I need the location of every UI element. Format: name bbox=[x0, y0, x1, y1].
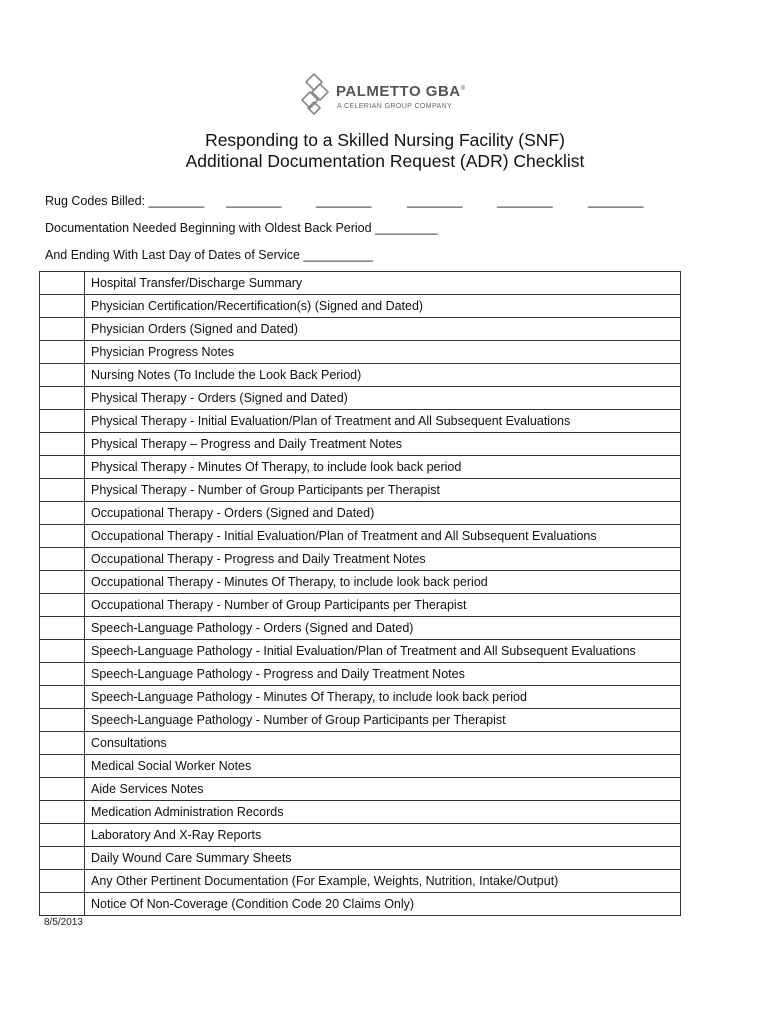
checklist-checkbox[interactable] bbox=[40, 755, 85, 778]
checklist-checkbox[interactable] bbox=[40, 778, 85, 801]
checklist-row bbox=[40, 847, 681, 870]
checklist-item-label: Aide Services Notes bbox=[85, 778, 681, 801]
checklist-row bbox=[40, 364, 681, 387]
document-title-line-1: Responding to a Skilled Nursing Facility (SNF) bbox=[205, 130, 565, 150]
checklist-checkbox[interactable] bbox=[40, 640, 85, 663]
checklist-item-label: Medical Social Worker Notes bbox=[85, 755, 681, 778]
checklist-checkbox[interactable] bbox=[40, 663, 85, 686]
logo-company-name: PALMETTO GBA® bbox=[336, 83, 466, 100]
checklist-item-label: Occupational Therapy - Minutes Of Therapy, to include look back period bbox=[85, 571, 681, 594]
checklist-item-label: Any Other Pertinent Documentation (For Example, Weights, Nutrition, Intake/Output) bbox=[85, 870, 681, 893]
rug-code-blank[interactable]: ________ bbox=[588, 194, 644, 208]
checklist-row bbox=[40, 295, 681, 318]
checklist-row bbox=[40, 548, 681, 571]
checklist-checkbox[interactable] bbox=[40, 525, 85, 548]
checklist-row bbox=[40, 456, 681, 479]
checklist-row bbox=[40, 709, 681, 732]
document-date: 8/5/2013 bbox=[44, 917, 83, 928]
logo-tagline: A CELERIAN GROUP COMPANY bbox=[337, 103, 453, 110]
checklist-item-label: Physical Therapy - Number of Group Participants per Therapist bbox=[85, 479, 681, 502]
checklist-checkbox[interactable] bbox=[40, 295, 85, 318]
checklist-checkbox[interactable] bbox=[40, 341, 85, 364]
checklist-row bbox=[40, 571, 681, 594]
checklist-item-label: Nursing Notes (To Include the Look Back Period) bbox=[85, 364, 681, 387]
checklist-checkbox[interactable] bbox=[40, 272, 85, 295]
checklist-row bbox=[40, 801, 681, 824]
checklist-row bbox=[40, 318, 681, 341]
rug-code-blank[interactable]: ________ bbox=[316, 194, 372, 208]
checklist-checkbox[interactable] bbox=[40, 364, 85, 387]
checklist-checkbox[interactable] bbox=[40, 594, 85, 617]
checklist-row bbox=[40, 893, 681, 916]
checklist-row bbox=[40, 663, 681, 686]
checklist-checkbox[interactable] bbox=[40, 732, 85, 755]
checklist-row bbox=[40, 433, 681, 456]
checklist-checkbox[interactable] bbox=[40, 318, 85, 341]
checklist-checkbox[interactable] bbox=[40, 433, 85, 456]
checklist-row bbox=[40, 479, 681, 502]
documentation-needed-field[interactable]: Documentation Needed Beginning with Oldest Back Period _________ bbox=[45, 221, 438, 235]
checklist-checkbox[interactable] bbox=[40, 387, 85, 410]
checklist-item-label: Consultations bbox=[85, 732, 681, 755]
document-title-line-2: Additional Documentation Request (ADR) Checklist bbox=[185, 151, 585, 171]
checklist-item-label: Occupational Therapy - Progress and Daily Treatment Notes bbox=[85, 548, 681, 571]
checklist-checkbox[interactable] bbox=[40, 410, 85, 433]
checklist-row bbox=[40, 755, 681, 778]
checklist-item-label: Physical Therapy - Minutes Of Therapy, to include look back period bbox=[85, 456, 681, 479]
checklist-row bbox=[40, 502, 681, 525]
checklist-row bbox=[40, 387, 681, 410]
checklist-item-label: Daily Wound Care Summary Sheets bbox=[85, 847, 681, 870]
logo-registered-mark: ® bbox=[460, 86, 466, 92]
checklist-item-label: Physical Therapy - Orders (Signed and Dated) bbox=[85, 387, 681, 410]
checklist-row bbox=[40, 594, 681, 617]
checklist-row bbox=[40, 341, 681, 364]
checklist-checkbox[interactable] bbox=[40, 571, 85, 594]
checklist-item-label: Speech-Language Pathology - Initial Evaluation/Plan of Treatment and All Subsequent Evaluations bbox=[85, 640, 681, 663]
checklist-checkbox[interactable] bbox=[40, 709, 85, 732]
rug-code-blank[interactable]: ________ bbox=[497, 194, 553, 208]
checklist-checkbox[interactable] bbox=[40, 686, 85, 709]
rug-code-blank[interactable]: ________ bbox=[407, 194, 463, 208]
checklist-checkbox[interactable] bbox=[40, 479, 85, 502]
checklist-row bbox=[40, 778, 681, 801]
palmetto-gba-logo bbox=[300, 70, 500, 120]
checklist-item-label: Speech-Language Pathology - Number of Group Participants per Therapist bbox=[85, 709, 681, 732]
checklist-item-label: Physician Orders (Signed and Dated) bbox=[85, 318, 681, 341]
adr-checklist-table bbox=[39, 271, 681, 916]
checklist-checkbox[interactable] bbox=[40, 801, 85, 824]
checklist-row bbox=[40, 732, 681, 755]
checklist-checkbox[interactable] bbox=[40, 456, 85, 479]
checklist-item-label: Medication Administration Records bbox=[85, 801, 681, 824]
checklist-item-label: Notice Of Non-Coverage (Condition Code 20 Claims Only) bbox=[85, 893, 681, 916]
checklist-row bbox=[40, 686, 681, 709]
checklist-item-label: Speech-Language Pathology - Orders (Signed and Dated) bbox=[85, 617, 681, 640]
checklist-checkbox[interactable] bbox=[40, 502, 85, 525]
checklist-item-label: Speech-Language Pathology - Minutes Of Therapy, to include look back period bbox=[85, 686, 681, 709]
checklist-row bbox=[40, 272, 681, 295]
checklist-checkbox[interactable] bbox=[40, 824, 85, 847]
checklist-item-label: Laboratory And X-Ray Reports bbox=[85, 824, 681, 847]
checklist-row bbox=[40, 617, 681, 640]
palmetto-leaf-icon bbox=[300, 70, 336, 116]
checklist-checkbox[interactable] bbox=[40, 893, 85, 916]
checklist-row bbox=[40, 824, 681, 847]
checklist-item-label: Physician Certification/Recertification(s) (Signed and Dated) bbox=[85, 295, 681, 318]
checklist-row bbox=[40, 525, 681, 548]
checklist-item-label: Physician Progress Notes bbox=[85, 341, 681, 364]
checklist-item-label: Physical Therapy – Progress and Daily Treatment Notes bbox=[85, 433, 681, 456]
checklist-item-label: Speech-Language Pathology - Progress and Daily Treatment Notes bbox=[85, 663, 681, 686]
checklist-checkbox[interactable] bbox=[40, 870, 85, 893]
checklist-item-label: Physical Therapy - Initial Evaluation/Plan of Treatment and All Subsequent Evaluations bbox=[85, 410, 681, 433]
checklist-item-label: Hospital Transfer/Discharge Summary bbox=[85, 272, 681, 295]
checklist-row bbox=[40, 640, 681, 663]
checklist-checkbox[interactable] bbox=[40, 847, 85, 870]
checklist-row bbox=[40, 870, 681, 893]
rug-code-blank[interactable]: ________ bbox=[226, 194, 282, 208]
rug-codes-billed-field[interactable]: Rug Codes Billed: ________ bbox=[45, 194, 205, 208]
ending-date-of-service-field[interactable]: And Ending With Last Day of Dates of Service __________ bbox=[45, 248, 373, 262]
checklist-item-label: Occupational Therapy - Number of Group Participants per Therapist bbox=[85, 594, 681, 617]
checklist-row bbox=[40, 410, 681, 433]
checklist-checkbox[interactable] bbox=[40, 548, 85, 571]
checklist-item-label: Occupational Therapy - Orders (Signed and Dated) bbox=[85, 502, 681, 525]
checklist-checkbox[interactable] bbox=[40, 617, 85, 640]
checklist-item-label: Occupational Therapy - Initial Evaluation/Plan of Treatment and All Subsequent Evaluations bbox=[85, 525, 681, 548]
